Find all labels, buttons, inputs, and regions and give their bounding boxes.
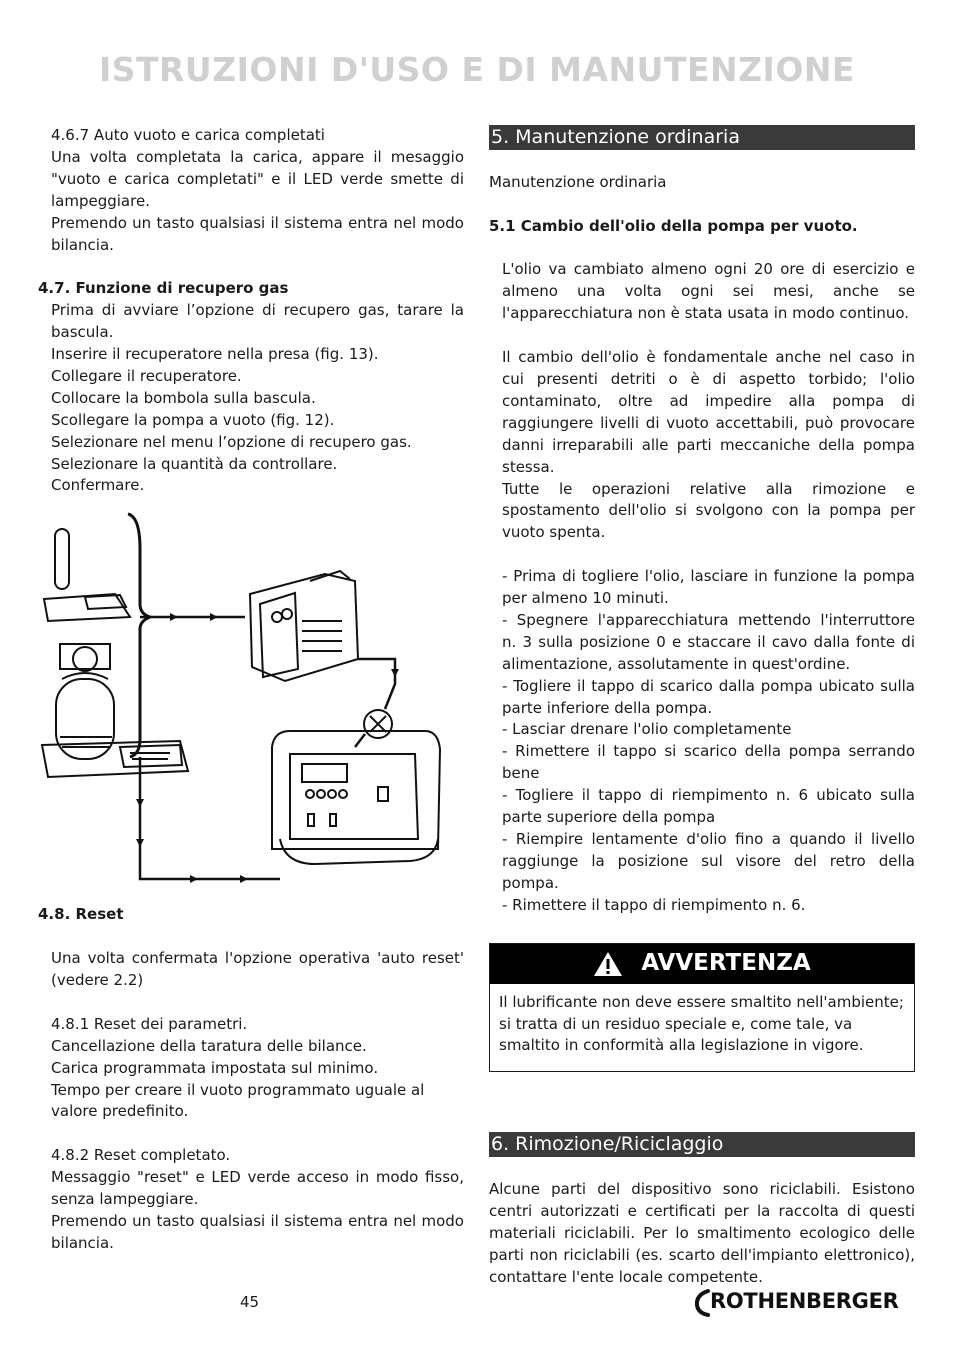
rothenberger-logo bbox=[692, 1287, 917, 1319]
section-482-text: Messaggio "reset" e LED verde acceso in modo fisso, senza lampeggiare. bbox=[51, 1168, 464, 1209]
section-481-line: Carica programmata impostata sul minimo. bbox=[51, 1058, 379, 1077]
section-51-step: - Lasciar drenare l'olio completamente bbox=[502, 720, 792, 739]
section-482-text: Premendo un tasto qualsiasi il sistema entra nel modo bilancia. bbox=[51, 1211, 464, 1252]
section-47-step: Collocare la bombola sulla bascula. bbox=[51, 388, 316, 407]
section-51-step: - Riempire lentamente d'olio fino a quando il livello raggiunge la posizione sul visore del retro della pompa. bbox=[502, 830, 915, 892]
section-47-text: Prima di avviare l’opzione di recupero gas, tarare la bascula. bbox=[51, 301, 464, 342]
rothenberger-logo-icon bbox=[692, 1287, 712, 1319]
section-481-line: Tempo per creare il vuoto programmato uguale al valore predefinito. bbox=[51, 1080, 425, 1121]
section-51-step: - Togliere il tappo di scarico dalla pompa ubicato sulla parte inferiore della pompa. bbox=[502, 676, 915, 717]
section-47-heading: 4.7. Funzione di recupero gas bbox=[38, 279, 289, 298]
section-51-step: - Togliere il tappo di riempimento n. 6 ubicato sulla parte superiore della pompa bbox=[502, 786, 915, 827]
left-column bbox=[38, 125, 464, 1255]
section-47-step: Scollegare la pompa a vuoto (fig. 12). bbox=[51, 410, 335, 429]
section-5-intro: Manutenzione ordinaria bbox=[489, 172, 667, 191]
warning-box bbox=[489, 943, 915, 1073]
warning-triangle-icon bbox=[593, 951, 623, 977]
warning-text: Il lubrificante non deve essere smaltito nell'ambiente; si tratta di un residuo speciale e, come tale, va smaltito in conformità alla legislazione in vigore. bbox=[499, 992, 904, 1055]
section-51-text: Il cambio dell'olio è fondamentale anche nel caso in cui presenti detriti o è di aspetto torbido; l'olio contaminato, oltre ad impedire alla pompa di raggiungere livelli di vuoto accettabili, può provocare danni irreparabili alle parti meccaniche della pompa stessa. bbox=[502, 348, 915, 476]
warning-header bbox=[490, 944, 914, 984]
section-482-heading: 4.8.2 Reset completato. bbox=[51, 1146, 231, 1165]
brand-name: ROTHENBERGER bbox=[710, 1289, 899, 1313]
section-51-step: - Rimettere il tappo di riempimento n. 6. bbox=[502, 895, 806, 914]
section-51-step: - Rimettere il tappo si scarico della pompa serrando bene bbox=[502, 742, 915, 783]
section-51-text: L'olio va cambiato almeno ogni 20 ore di esercizio e almeno una volta ogni sei mesi, anche se l'apparecchiatura non è stata usata in modo continuo. bbox=[502, 260, 915, 323]
section-51-heading: 5.1 Cambio dell'olio della pompa per vuoto. bbox=[489, 216, 858, 235]
gas-recovery-figure bbox=[40, 509, 470, 889]
section-467-text: Una volta completata la carica, appare il mesaggio "vuoto e carica completati" e il LED verde smette di lampeggiare. bbox=[51, 147, 464, 210]
section-48-heading: 4.8. Reset bbox=[38, 905, 124, 924]
section-47-step: Collegare il recuperatore. bbox=[51, 366, 242, 385]
section-47-step: Inserire il recuperatore nella presa (fig. 13). bbox=[51, 345, 379, 364]
section-481-heading: 4.8.1 Reset dei parametri. bbox=[51, 1014, 248, 1033]
section-481-line: Cancellazione della taratura delle bilance. bbox=[51, 1036, 367, 1055]
recovery-unit-icon bbox=[250, 574, 358, 681]
section-48-text: Una volta confermata l'opzione operativa 'auto reset' (vedere 2.2) bbox=[51, 949, 464, 989]
section-51-step: - Spegnere l'apparecchiatura mettendo l'interruttore n. 3 sulla posizione 0 e staccare il cavo dalla fonte di alimentazione, assolutamente in quest'ordine. bbox=[502, 610, 915, 673]
warning-title: AVVERTENZA bbox=[641, 949, 811, 976]
charging-station-icon bbox=[272, 731, 440, 849]
page-number: 45 bbox=[240, 1293, 260, 1311]
section-51-step: - Prima di togliere l'olio, lasciare in funzione la pompa per almeno 10 minuti. bbox=[502, 567, 915, 608]
section-6-text: Alcune parti del dispositivo sono riciclabili. Esistono centri autorizzati e certificati per la raccolta di questi materiali riciclabili. Per lo smaltimento ecologico delle parti non riciclabili (es. scarto dell'impianto elettronico), contattare l'ente locale competente. bbox=[489, 1180, 915, 1286]
section-467-heading: 4.6.7 Auto vuoto e carica completati bbox=[51, 126, 325, 144]
section-47-step: Selezionare nel menu l’opzione di recupero gas. bbox=[51, 432, 412, 451]
section-47-step: Confermare. bbox=[51, 476, 145, 495]
right-column bbox=[489, 125, 915, 1289]
page-title: ISTRUZIONI D'USO E DI MANUTENZIONE bbox=[98, 50, 856, 89]
small-cylinder-icon bbox=[55, 529, 69, 589]
section-467-text: Premendo un tasto qualsiasi il sistema entra nel modo bilancia. bbox=[51, 213, 464, 254]
section-47-step: Selezionare la quantità da controllare. bbox=[51, 454, 338, 473]
section-5-bar: 5. Manutenzione ordinaria bbox=[489, 125, 915, 150]
section-51-text: Tutte le operazioni relative alla rimozione e spostamento dell'olio si svolgono con la pompa per vuoto spenta. bbox=[502, 479, 915, 542]
section-6-bar: 6. Rimozione/Riciclaggio bbox=[489, 1132, 915, 1157]
